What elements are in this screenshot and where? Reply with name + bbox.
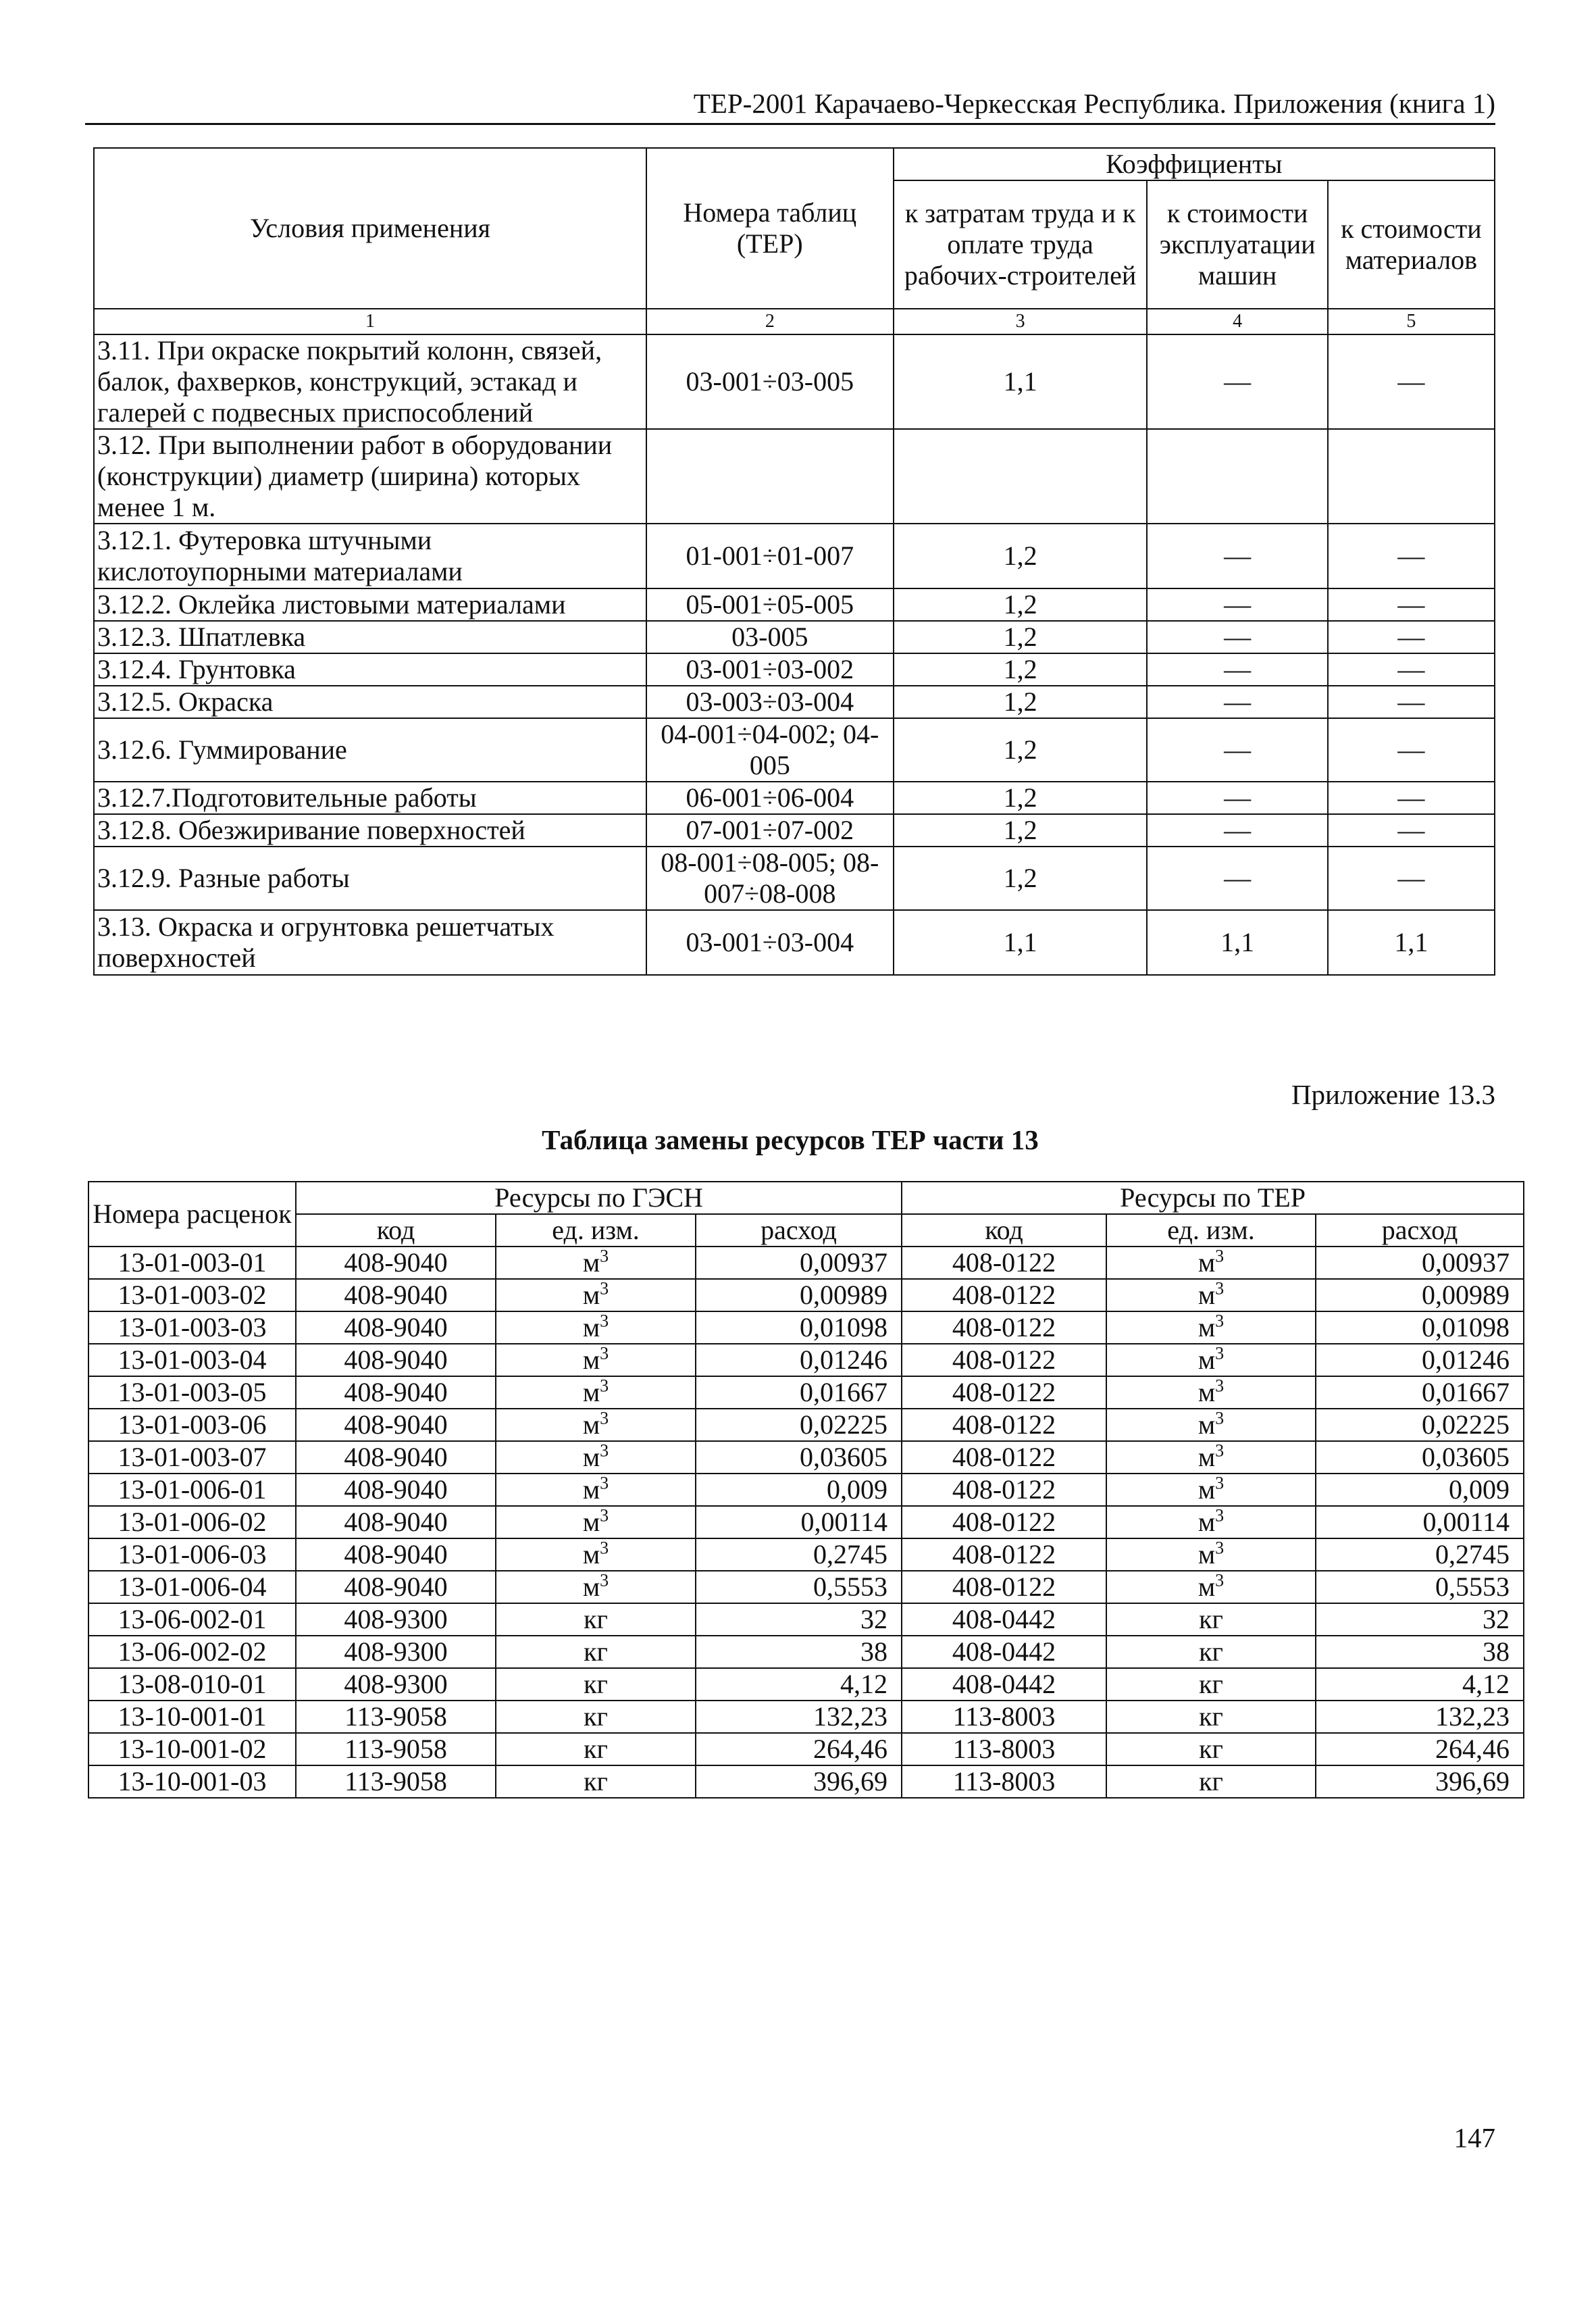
materials-coefficient-cell — [1328, 429, 1495, 524]
appendix-label: Приложение 13.3 — [1291, 1079, 1495, 1110]
table-row — [88, 1376, 1524, 1409]
machines-coefficient-cell: — — [1147, 334, 1327, 429]
unit-text: м — [1198, 1539, 1216, 1569]
ter-unit-cell — [1106, 1247, 1316, 1279]
gesn-consumption-cell: 4,12 — [696, 1668, 902, 1701]
condition-cell: 3.12.9. Разные работы — [94, 847, 646, 910]
gesn-consumption-cell: 0,01667 — [696, 1376, 902, 1409]
unit-text: м — [582, 1280, 600, 1310]
materials-coefficient-cell: — — [1328, 621, 1495, 653]
gesn-code-cell: 113-9058 — [296, 1733, 496, 1765]
unit-exponent: 3 — [1215, 1247, 1225, 1266]
condition-cell: 3.12.4. Грунтовка — [94, 653, 646, 686]
unit-exponent: 3 — [600, 1279, 609, 1299]
ter-code-cell: 408-0122 — [902, 1376, 1106, 1409]
coefficient-row — [94, 334, 1495, 429]
unit-text: кг — [1199, 1636, 1223, 1667]
gesn-code-cell: 408-9300 — [296, 1636, 496, 1668]
header-consumption: расход — [696, 1214, 902, 1247]
ter-unit-cell — [1106, 1571, 1316, 1603]
coefficient-row — [94, 814, 1495, 847]
unit-text: кг — [584, 1636, 608, 1667]
table-numbers-cell — [646, 429, 894, 524]
gesn-unit-cell — [496, 1247, 696, 1279]
ter-unit-cell — [1106, 1603, 1316, 1636]
header-consumption: расход — [1316, 1214, 1524, 1247]
column-number: 2 — [646, 309, 894, 334]
labor-coefficient-cell — [894, 429, 1148, 524]
condition-cell: 3.12. При выполнении работ в оборудовании (конструкции) диаметр (ширина) которых менее 1 м. — [94, 429, 646, 524]
header-ter: Ресурсы по ТЕР — [902, 1182, 1524, 1214]
page-header: ТЕР-2001 Карачаево-Черкесская Республика. Приложения (книга 1) — [693, 88, 1495, 119]
machines-coefficient-cell: — — [1147, 686, 1327, 718]
gesn-unit-cell — [496, 1441, 696, 1474]
unit-exponent: 3 — [600, 1571, 609, 1590]
table-numbers-cell: 08-001÷08-005; 08-007÷08-008 — [646, 847, 894, 910]
unit-text: м — [1198, 1507, 1216, 1537]
coefficient-row — [94, 686, 1495, 718]
ter-code-cell: 408-0122 — [902, 1538, 1106, 1571]
materials-coefficient-cell: — — [1328, 653, 1495, 686]
labor-coefficient-cell: 1,2 — [894, 621, 1148, 653]
unit-text: м — [1198, 1344, 1216, 1375]
gesn-code-cell: 408-9300 — [296, 1668, 496, 1701]
gesn-unit-cell — [496, 1538, 696, 1571]
labor-coefficient-cell: 1,2 — [894, 782, 1148, 814]
ter-unit-cell — [1106, 1376, 1316, 1409]
unit-exponent: 3 — [600, 1538, 609, 1558]
ter-code-cell: 408-0122 — [902, 1247, 1106, 1279]
ter-code-cell: 408-0122 — [902, 1344, 1106, 1376]
labor-coefficient-cell: 1,1 — [894, 910, 1148, 975]
machines-coefficient-cell: — — [1147, 718, 1327, 782]
rate-number-cell: 13-01-003-07 — [88, 1441, 296, 1474]
rate-number-cell: 13-06-002-02 — [88, 1636, 296, 1668]
gesn-consumption-cell: 396,69 — [696, 1765, 902, 1798]
ter-code-cell: 113-8003 — [902, 1733, 1106, 1765]
rate-number-cell: 13-01-003-02 — [88, 1279, 296, 1311]
unit-exponent: 3 — [1215, 1311, 1225, 1331]
ter-consumption-cell: 0,02225 — [1316, 1409, 1524, 1441]
gesn-unit-cell — [496, 1668, 696, 1701]
labor-coefficient-cell: 1,2 — [894, 847, 1148, 910]
ter-consumption-cell: 0,01098 — [1316, 1311, 1524, 1344]
gesn-unit-cell — [496, 1474, 696, 1506]
table-row — [88, 1636, 1524, 1668]
column-number: 3 — [894, 309, 1148, 334]
unit-text: м — [1198, 1409, 1216, 1440]
ter-consumption-cell: 0,01246 — [1316, 1344, 1524, 1376]
machines-coefficient-cell: — — [1147, 782, 1327, 814]
unit-exponent: 3 — [1215, 1474, 1225, 1493]
table-row — [88, 1441, 1524, 1474]
unit-exponent: 3 — [600, 1247, 609, 1266]
labor-coefficient-cell: 1,1 — [894, 334, 1148, 429]
coefficient-row — [94, 588, 1495, 621]
table-numbers-cell: 03-001÷03-005 — [646, 334, 894, 429]
column-number: 4 — [1147, 309, 1327, 334]
coefficient-row — [94, 847, 1495, 910]
ter-unit-cell — [1106, 1636, 1316, 1668]
gesn-unit-cell — [496, 1506, 696, 1538]
machines-coefficient-cell: — — [1147, 621, 1327, 653]
gesn-consumption-cell: 0,03605 — [696, 1441, 902, 1474]
gesn-code-cell: 408-9040 — [296, 1279, 496, 1311]
condition-cell: 3.12.3. Шпатлевка — [94, 621, 646, 653]
header-coefficients: Коэффициенты — [894, 148, 1495, 180]
header-materials: к стоимости материалов — [1328, 180, 1495, 309]
ter-unit-cell — [1106, 1279, 1316, 1311]
gesn-consumption-cell: 264,46 — [696, 1733, 902, 1765]
gesn-unit-cell — [496, 1636, 696, 1668]
machines-coefficient-cell: — — [1147, 524, 1327, 588]
coefficient-row — [94, 621, 1495, 653]
rate-number-cell: 13-01-003-01 — [88, 1247, 296, 1279]
unit-exponent: 3 — [600, 1311, 609, 1331]
ter-consumption-cell: 132,23 — [1316, 1701, 1524, 1733]
labor-coefficient-cell: 1,2 — [894, 718, 1148, 782]
table-row — [88, 1538, 1524, 1571]
header-code: код — [902, 1214, 1106, 1247]
materials-coefficient-cell: — — [1328, 334, 1495, 429]
machines-coefficient-cell — [1147, 429, 1327, 524]
table-row — [88, 1733, 1524, 1765]
gesn-consumption-cell: 0,5553 — [696, 1571, 902, 1603]
unit-text: м — [582, 1442, 600, 1472]
rate-number-cell: 13-01-006-03 — [88, 1538, 296, 1571]
unit-text: м — [582, 1474, 600, 1505]
unit-text: м — [1198, 1280, 1216, 1310]
machines-coefficient-cell: 1,1 — [1147, 910, 1327, 975]
header-rule — [85, 123, 1495, 125]
gesn-unit-cell — [496, 1765, 696, 1798]
condition-cell: 3.11. При окраске покрытий колонн, связей, балок, фахверков, конструкций, эстакад и галерей с подвесных приспособлений — [94, 334, 646, 429]
unit-text: м — [1198, 1377, 1216, 1407]
table-row — [88, 1247, 1524, 1279]
table-numbers-cell: 03-005 — [646, 621, 894, 653]
unit-text: м — [582, 1571, 600, 1602]
unit-exponent: 3 — [1215, 1344, 1225, 1363]
condition-cell: 3.12.6. Гуммирование — [94, 718, 646, 782]
table-numbers-cell: 04-001÷04-002; 04-005 — [646, 718, 894, 782]
condition-cell: 3.12.7.Подготовительные работы — [94, 782, 646, 814]
table-row — [88, 1311, 1524, 1344]
resource-replacement-table — [88, 1181, 1524, 1799]
gesn-unit-cell — [496, 1311, 696, 1344]
condition-cell: 3.12.1. Футеровка штучными кислотоупорными материалами — [94, 524, 646, 588]
ter-consumption-cell: 32 — [1316, 1603, 1524, 1636]
unit-text: кг — [584, 1734, 608, 1764]
gesn-code-cell: 408-9040 — [296, 1311, 496, 1344]
gesn-unit-cell — [496, 1409, 696, 1441]
rate-number-cell: 13-01-006-04 — [88, 1571, 296, 1603]
gesn-consumption-cell: 0,02225 — [696, 1409, 902, 1441]
gesn-code-cell: 408-9040 — [296, 1376, 496, 1409]
header-code: код — [296, 1214, 496, 1247]
gesn-consumption-cell: 0,009 — [696, 1474, 902, 1506]
table-row — [88, 1668, 1524, 1701]
machines-coefficient-cell: — — [1147, 653, 1327, 686]
unit-text: м — [582, 1344, 600, 1375]
table-row — [88, 1279, 1524, 1311]
gesn-code-cell: 408-9040 — [296, 1344, 496, 1376]
unit-text: м — [1198, 1442, 1216, 1472]
table-row — [88, 1409, 1524, 1441]
gesn-code-cell: 113-9058 — [296, 1701, 496, 1733]
unit-text: м — [1198, 1474, 1216, 1505]
unit-exponent: 3 — [1215, 1441, 1225, 1461]
machines-coefficient-cell: — — [1147, 847, 1327, 910]
materials-coefficient-cell: — — [1328, 588, 1495, 621]
unit-text: м — [582, 1377, 600, 1407]
unit-exponent: 3 — [1215, 1506, 1225, 1526]
ter-consumption-cell: 0,03605 — [1316, 1441, 1524, 1474]
table-row — [88, 1506, 1524, 1538]
ter-unit-cell — [1106, 1409, 1316, 1441]
condition-cell: 3.13. Окраска и огрунтовка решетчатых поверхностей — [94, 910, 646, 975]
ter-code-cell: 408-0122 — [902, 1311, 1106, 1344]
materials-coefficient-cell: — — [1328, 718, 1495, 782]
materials-coefficient-cell: — — [1328, 524, 1495, 588]
gesn-unit-cell — [496, 1344, 696, 1376]
materials-coefficient-cell: — — [1328, 782, 1495, 814]
ter-unit-cell — [1106, 1441, 1316, 1474]
ter-code-cell: 408-0122 — [902, 1571, 1106, 1603]
gesn-code-cell: 408-9040 — [296, 1247, 496, 1279]
header-unit: ед. изм. — [1106, 1214, 1316, 1247]
unit-text: кг — [1199, 1669, 1223, 1699]
unit-text: м — [582, 1539, 600, 1569]
ter-code-cell: 408-0442 — [902, 1668, 1106, 1701]
table-numbers-cell: 03-001÷03-002 — [646, 653, 894, 686]
gesn-unit-cell — [496, 1376, 696, 1409]
coefficient-row — [94, 653, 1495, 686]
table-row — [88, 1474, 1524, 1506]
ter-unit-cell — [1106, 1538, 1316, 1571]
ter-unit-cell — [1106, 1311, 1316, 1344]
coefficient-row — [94, 429, 1495, 524]
header-gesn: Ресурсы по ГЭСН — [296, 1182, 902, 1214]
ter-unit-cell — [1106, 1668, 1316, 1701]
gesn-code-cell: 408-9040 — [296, 1474, 496, 1506]
unit-text: м — [582, 1247, 600, 1278]
unit-exponent: 3 — [600, 1506, 609, 1526]
ter-consumption-cell: 0,00114 — [1316, 1506, 1524, 1538]
unit-text: кг — [584, 1604, 608, 1634]
gesn-unit-cell — [496, 1279, 696, 1311]
gesn-unit-cell — [496, 1571, 696, 1603]
gesn-consumption-cell: 0,01246 — [696, 1344, 902, 1376]
unit-text: м — [1198, 1312, 1216, 1342]
table-numbers-cell: 03-003÷03-004 — [646, 686, 894, 718]
rate-number-cell: 13-01-003-05 — [88, 1376, 296, 1409]
unit-text: кг — [584, 1701, 608, 1732]
gesn-code-cell: 408-9040 — [296, 1409, 496, 1441]
table2-title: Таблица замены ресурсов ТЕР части 13 — [542, 1124, 1039, 1155]
unit-exponent: 3 — [600, 1376, 609, 1396]
page-number: 147 — [1453, 2122, 1495, 2153]
header-labor: к затратам труда и к оплате труда рабочих-строителей — [894, 180, 1148, 309]
ter-consumption-cell: 396,69 — [1316, 1765, 1524, 1798]
gesn-code-cell: 408-9040 — [296, 1571, 496, 1603]
machines-coefficient-cell: — — [1147, 814, 1327, 847]
ter-code-cell: 408-0122 — [902, 1506, 1106, 1538]
unit-exponent: 3 — [1215, 1279, 1225, 1299]
ter-unit-cell — [1106, 1701, 1316, 1733]
rate-number-cell: 13-10-001-03 — [88, 1765, 296, 1798]
ter-consumption-cell: 0,009 — [1316, 1474, 1524, 1506]
ter-code-cell: 113-8003 — [902, 1765, 1106, 1798]
ter-consumption-cell: 0,5553 — [1316, 1571, 1524, 1603]
ter-code-cell: 408-0442 — [902, 1603, 1106, 1636]
rate-number-cell: 13-01-006-02 — [88, 1506, 296, 1538]
unit-text: кг — [1199, 1701, 1223, 1732]
header-machines: к стоимости эксплуатации машин — [1147, 180, 1327, 309]
rate-number-cell: 13-10-001-02 — [88, 1733, 296, 1765]
ter-code-cell: 408-0122 — [902, 1474, 1106, 1506]
ter-consumption-cell: 0,01667 — [1316, 1376, 1524, 1409]
header-table-numbers: Номера таблиц (ТЕР) — [646, 148, 894, 309]
table-row — [88, 1765, 1524, 1798]
materials-coefficient-cell: 1,1 — [1328, 910, 1495, 975]
ter-consumption-cell: 264,46 — [1316, 1733, 1524, 1765]
labor-coefficient-cell: 1,2 — [894, 686, 1148, 718]
gesn-code-cell: 408-9040 — [296, 1506, 496, 1538]
gesn-consumption-cell: 0,2745 — [696, 1538, 902, 1571]
unit-text: м — [1198, 1247, 1216, 1278]
rate-number-cell: 13-10-001-01 — [88, 1701, 296, 1733]
unit-text: кг — [1199, 1734, 1223, 1764]
unit-exponent: 3 — [1215, 1409, 1225, 1428]
ter-consumption-cell: 0,2745 — [1316, 1538, 1524, 1571]
coefficient-row — [94, 910, 1495, 975]
condition-cell: 3.12.8. Обезжиривание поверхностей — [94, 814, 646, 847]
ter-unit-cell — [1106, 1344, 1316, 1376]
ter-code-cell: 408-0122 — [902, 1409, 1106, 1441]
gesn-consumption-cell: 0,00989 — [696, 1279, 902, 1311]
coefficients-table — [93, 147, 1495, 976]
ter-code-cell: 408-0442 — [902, 1636, 1106, 1668]
rate-number-cell: 13-08-010-01 — [88, 1668, 296, 1701]
gesn-consumption-cell: 132,23 — [696, 1701, 902, 1733]
ter-unit-cell — [1106, 1765, 1316, 1798]
ter-unit-cell — [1106, 1474, 1316, 1506]
unit-text: м — [1198, 1571, 1216, 1602]
unit-text: м — [582, 1312, 600, 1342]
gesn-code-cell: 113-9058 — [296, 1765, 496, 1798]
labor-coefficient-cell: 1,2 — [894, 814, 1148, 847]
gesn-code-cell: 408-9300 — [296, 1603, 496, 1636]
materials-coefficient-cell: — — [1328, 814, 1495, 847]
unit-text: кг — [584, 1669, 608, 1699]
unit-text: кг — [1199, 1604, 1223, 1634]
gesn-consumption-cell: 38 — [696, 1636, 902, 1668]
labor-coefficient-cell: 1,2 — [894, 588, 1148, 621]
table-numbers-cell: 03-001÷03-004 — [646, 910, 894, 975]
unit-exponent: 3 — [600, 1409, 609, 1428]
gesn-unit-cell — [496, 1701, 696, 1733]
unit-text: м — [582, 1409, 600, 1440]
unit-exponent: 3 — [600, 1474, 609, 1493]
column-numbers-row — [94, 309, 1495, 334]
rate-number-cell: 13-01-003-06 — [88, 1409, 296, 1441]
materials-coefficient-cell: — — [1328, 686, 1495, 718]
ter-unit-cell — [1106, 1506, 1316, 1538]
coefficient-row — [94, 782, 1495, 814]
table-row — [88, 1344, 1524, 1376]
gesn-code-cell: 408-9040 — [296, 1441, 496, 1474]
unit-exponent: 3 — [1215, 1571, 1225, 1590]
coefficient-row — [94, 524, 1495, 588]
coefficient-row — [94, 718, 1495, 782]
rate-number-cell: 13-06-002-01 — [88, 1603, 296, 1636]
ter-code-cell: 408-0122 — [902, 1441, 1106, 1474]
table-numbers-cell: 05-001÷05-005 — [646, 588, 894, 621]
labor-coefficient-cell: 1,2 — [894, 653, 1148, 686]
header-conditions: Условия применения — [94, 148, 646, 309]
gesn-consumption-cell: 0,01098 — [696, 1311, 902, 1344]
column-number: 1 — [94, 309, 646, 334]
table-row — [88, 1701, 1524, 1733]
ter-consumption-cell: 4,12 — [1316, 1668, 1524, 1701]
ter-unit-cell — [1106, 1733, 1316, 1765]
table-numbers-cell: 06-001÷06-004 — [646, 782, 894, 814]
rate-number-cell: 13-01-006-01 — [88, 1474, 296, 1506]
header-unit: ед. изм. — [496, 1214, 696, 1247]
unit-text: кг — [1199, 1766, 1223, 1796]
table-numbers-cell: 01-001÷01-007 — [646, 524, 894, 588]
machines-coefficient-cell: — — [1147, 588, 1327, 621]
materials-coefficient-cell: — — [1328, 847, 1495, 910]
ter-code-cell: 408-0122 — [902, 1279, 1106, 1311]
condition-cell: 3.12.2. Оклейка листовыми материалами — [94, 588, 646, 621]
ter-consumption-cell: 38 — [1316, 1636, 1524, 1668]
rate-number-cell: 13-01-003-04 — [88, 1344, 296, 1376]
gesn-consumption-cell: 32 — [696, 1603, 902, 1636]
header-rate-numbers: Номера расценок — [88, 1182, 296, 1247]
ter-consumption-cell: 0,00989 — [1316, 1279, 1524, 1311]
unit-text: кг — [584, 1766, 608, 1796]
column-number: 5 — [1328, 309, 1495, 334]
unit-exponent: 3 — [600, 1441, 609, 1461]
unit-text: м — [582, 1507, 600, 1537]
table-row — [88, 1571, 1524, 1603]
rate-number-cell: 13-01-003-03 — [88, 1311, 296, 1344]
condition-cell: 3.12.5. Окраска — [94, 686, 646, 718]
gesn-unit-cell — [496, 1603, 696, 1636]
gesn-code-cell: 408-9040 — [296, 1538, 496, 1571]
ter-consumption-cell: 0,00937 — [1316, 1247, 1524, 1279]
labor-coefficient-cell: 1,2 — [894, 524, 1148, 588]
gesn-consumption-cell: 0,00114 — [696, 1506, 902, 1538]
gesn-consumption-cell: 0,00937 — [696, 1247, 902, 1279]
gesn-unit-cell — [496, 1733, 696, 1765]
unit-exponent: 3 — [1215, 1538, 1225, 1558]
ter-code-cell: 113-8003 — [902, 1701, 1106, 1733]
table-row — [88, 1603, 1524, 1636]
unit-exponent: 3 — [600, 1344, 609, 1363]
unit-exponent: 3 — [1215, 1376, 1225, 1396]
table-numbers-cell: 07-001÷07-002 — [646, 814, 894, 847]
